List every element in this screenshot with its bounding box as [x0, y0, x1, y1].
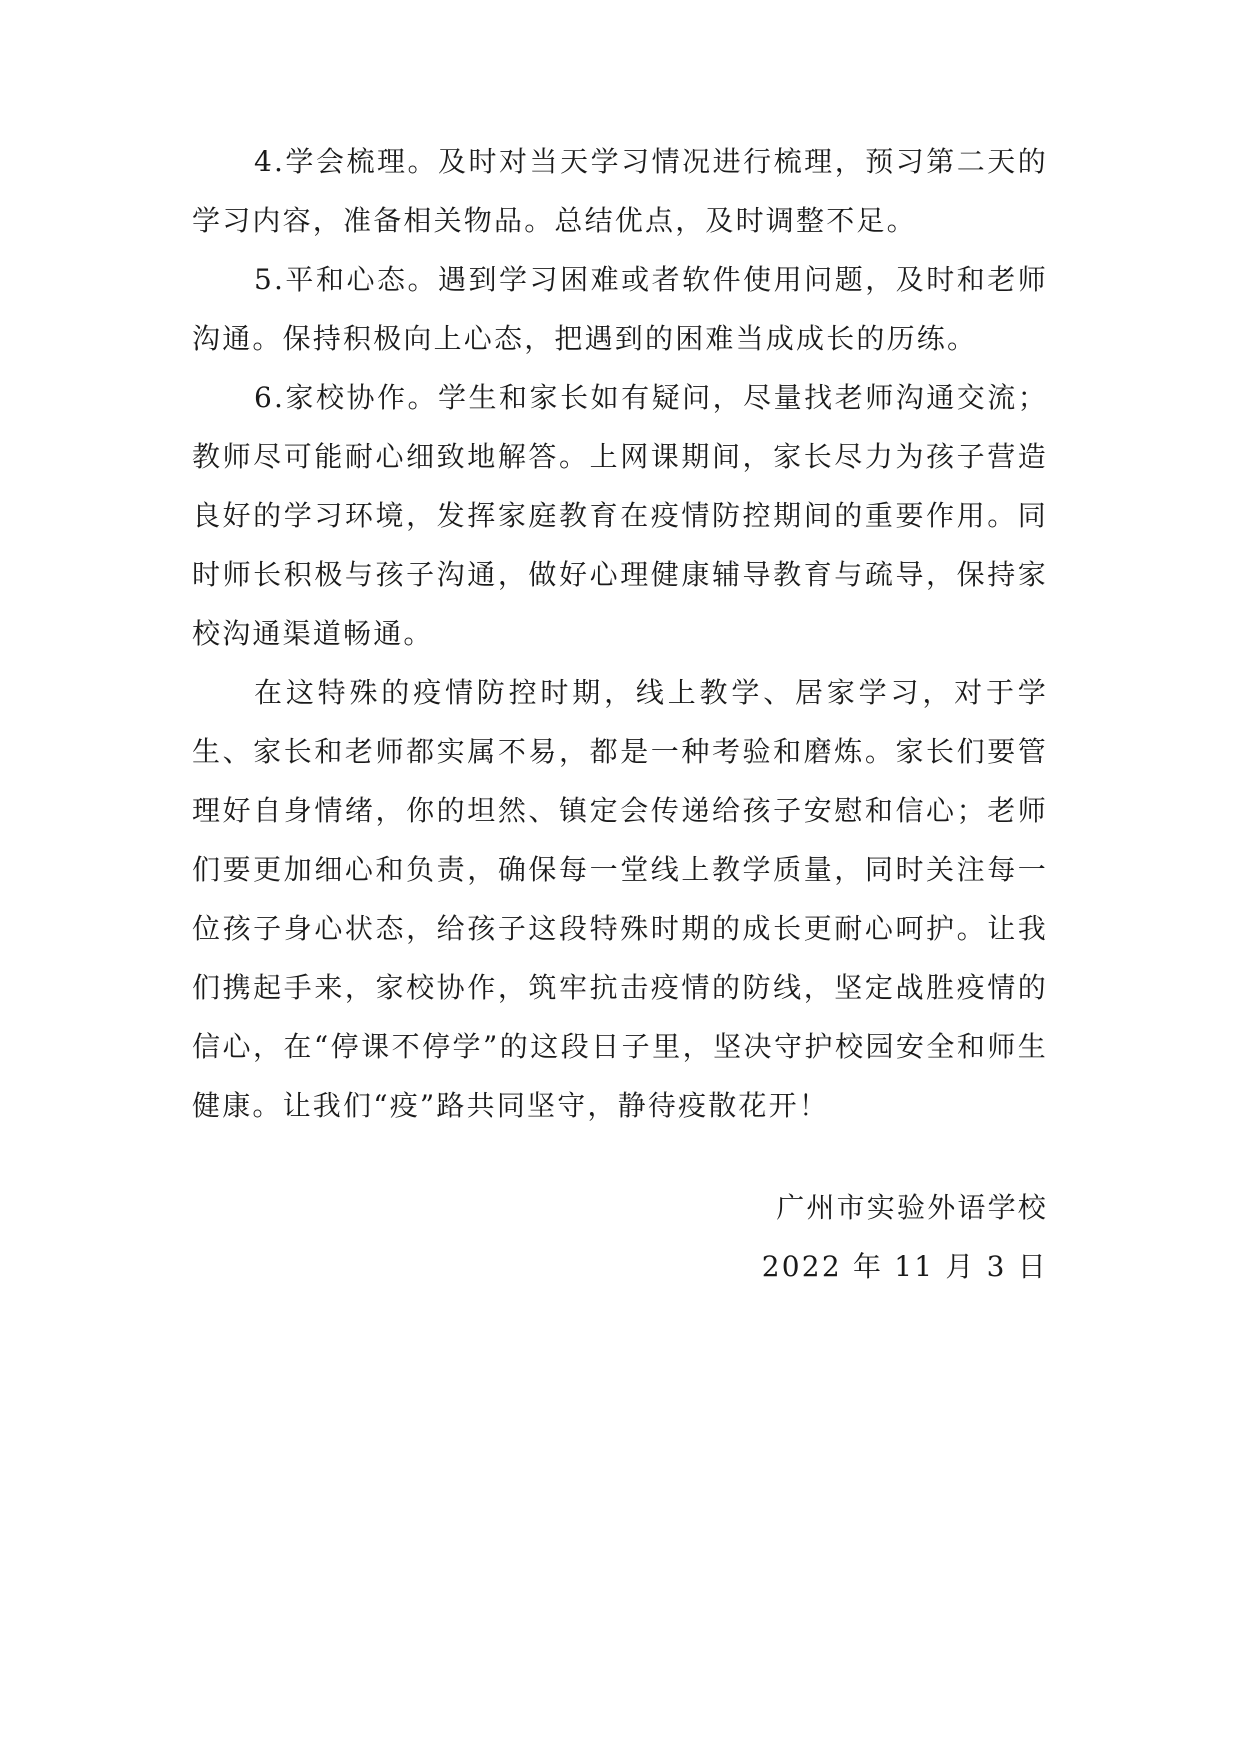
paragraph-item-4: 4.学会梳理。及时对当天学习情况进行梳理，预习第二天的学习内容，准备相关物品。总结优点，及时调整不足。	[192, 145, 1048, 237]
document-body	[192, 132, 1048, 1135]
paragraph-item-6: 6.家校协作。学生和家长如有疑问，尽量找老师沟通交流；教师尽可能耐心细致地解答。上网课期间，家长尽力为孩子营造良好的学习环境，发挥家庭教育在疫情防控期间的重要作用。同时师长积极与孩子沟通，做好心理健康辅导教育与疏导，保持家校沟通渠道畅通。	[192, 381, 1048, 650]
closing-paragraph: 在这特殊的疫情防控时期，线上教学、居家学习，对于学生、家长和老师都实属不易，都是一种考验和磨炼。家长们要管理好自身情绪，你的坦然、镇定会传递给孩子安慰和信心；老师们要更加细心和负责，确保每一堂线上教学质量，同时关注每一位孩子身心状态，给孩子这段特殊时期的成长更耐心呵护。让我们携起手来，家校协作，筑牢抗击疫情的防线，坚定战胜疫情的信心，在“停课不停学”的这段日子里，坚决守护校园安全和师生健康。让我们“疫”路共同坚守，静待疫散花开！	[192, 676, 1048, 1122]
paragraph-item-5: 5.平和心态。遇到学习困难或者软件使用问题，及时和老师沟通。保持积极向上心态，把遇到的困难当成成长的历练。	[192, 263, 1048, 355]
signature-organization: 广州市实验外语学校	[776, 1191, 1048, 1224]
signature-block	[762, 1178, 1048, 1296]
signature-date: 2022 年 11 月 3 日	[761, 1250, 1048, 1283]
